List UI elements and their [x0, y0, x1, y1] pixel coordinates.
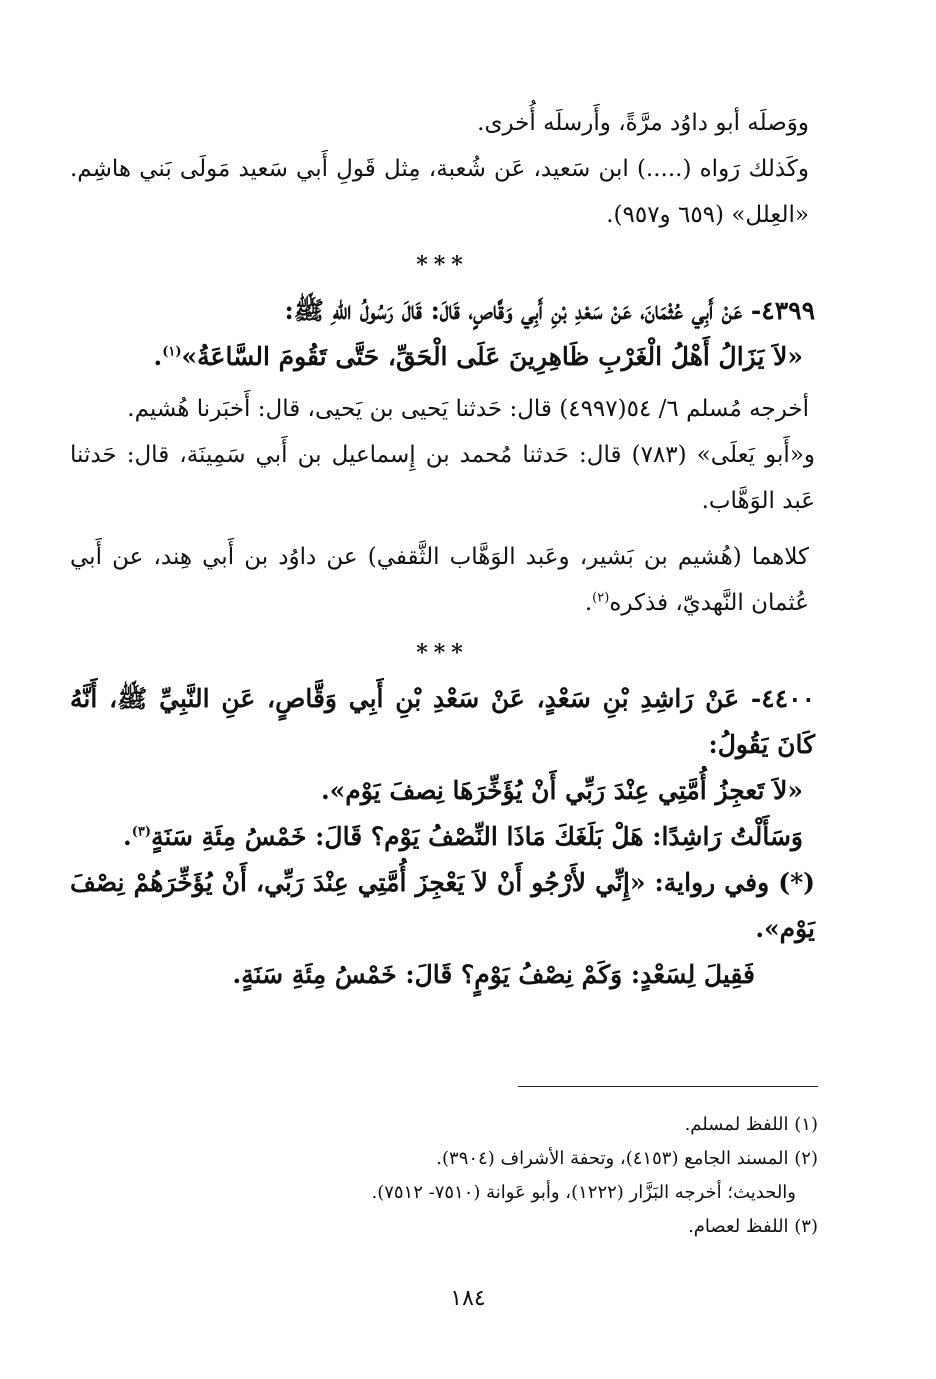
footnote-divider [518, 1086, 818, 1087]
page-number: ١٨٤ [450, 1286, 486, 1311]
footnote-ref-3: (٣) [131, 824, 152, 840]
page-body [70, 100, 815, 998]
hadith-4399-matn [70, 334, 815, 380]
footnote-2-cont: والحديث؛ أخرجه البَزَّار (١٢٢٢)، وأبو عَوانة (٧٥١٠- ٧٥١٢). [371, 1182, 796, 1203]
footnote-ref-1: (١) [162, 344, 182, 360]
kilahuma-text: كلاهما (هُشيم بن بَشير، وعَبد الوَهَّاب الثَّقفي) عن داوُد بن أَبي هِند، عن أَبي عُثمان النَّهديّ، فذكره [70, 544, 809, 616]
hadith-4399-isnad: ٤٣٩٩- عَنْ أَبِي عُثْمَانَ، عَنْ سَعْدِ بْنِ أَبِي وَقَّاصٍ، قَالَ: قَالَ رَسُولُ اللهِ ﷺ: [284, 296, 815, 325]
takhrij-muslim: أخرجه مُسلم ٦/ ٥٤(٤٩٩٧) قال: حَدثنا يَحيى بن يَحيى، قال: أَخبَرنا هُشيم. [127, 396, 809, 422]
hadith-4400-riwaya: (*) وفي رواية: «إِنِّي لأَرْجُو أَنْ لاَ يَعْجِزَ أُمَّتِي عِنْدَ رَبِّي، أَنْ يُؤَخِّرَهُمْ نِصْفَ يَوْم». [70, 868, 815, 943]
paragraph-wasalahu: ووَصلَه أبو داوُد مرَّةً، وأَرسلَه أُخرى. [477, 110, 809, 136]
question-end: . [123, 822, 132, 851]
footnote-2: (٢) المسند الجامع (٤١٥٣)، وتحفة الأشراف (٣٩٠٤). [436, 1148, 818, 1169]
kilahuma-end: . [584, 590, 593, 616]
section-separator: *** [416, 252, 469, 278]
footnotes [98, 1108, 818, 1244]
question-text: وَسَأَلْتُ رَاشِدًا: هَلْ بَلَغَكَ مَاذَا النِّصْفُ يَوْم؟ قَالَ: خَمْسُ مِئَةِ سَنَةٍ [151, 822, 803, 851]
paragraph-kilahuma [70, 534, 815, 626]
footnote-3: (٣) اللفظ لعصام. [688, 1216, 818, 1237]
hadith-4399-quote: «لاَ يَزَالُ أَهْلُ الْغَرْبِ ظَاهِرِينَ عَلَى الْحَقِّ، حَتَّى تَقُومَ السَّاعَةُ» [181, 342, 803, 371]
hadith-4400-qila: فَقِيلَ لِسَعْدٍ: وَكَمْ نِصْفُ يَوْمٍ؟ قَالَ: خَمْسُ مِئَةِ سَنَةٍ. [232, 960, 755, 989]
hadith-4400-question [70, 814, 815, 860]
footnote-ref-2: (٢) [592, 590, 610, 606]
hadith-4400-matn: «لاَ تَعجِزُ أُمَّتِي عِنْدَ رَبِّي أَنْ يُؤَخِّرَهَا نِصفَ يَوْم». [320, 776, 803, 805]
hadith-4400-isnad: ٤٤٠٠- عَنْ رَاشِدِ بْنِ سَعْدٍ، عَنْ سَعْدِ بْنِ أَبِي وَقَّاصٍ، عَنِ النَّبِيِّ ﷺ، أَنَّهُ كَانَ يَقُولُ: [70, 684, 815, 759]
takhrij-abu-yala: و«أَبو يَعلَى» (٧٨٣) قال: حَدثنا مُحمد بن إِسماعيل بن أَبي سَمِينَة، قال: حَدثنا عَبد الوَهَّاب. [70, 442, 816, 514]
hadith-4399-quote-end: . [153, 342, 163, 371]
footnote-1: (١) اللفظ لمسلم. [684, 1114, 818, 1135]
section-separator-2: *** [416, 640, 469, 666]
paragraph-kadhalika: وكَذلك رَواه (.....) ابن سَعيد، عَن شُعبة، مِثل قَولِ أَبي سَعيد مَولَى بَني هاشِم. «العِلل» (٦٥٩ و٩٥٧). [70, 156, 809, 228]
